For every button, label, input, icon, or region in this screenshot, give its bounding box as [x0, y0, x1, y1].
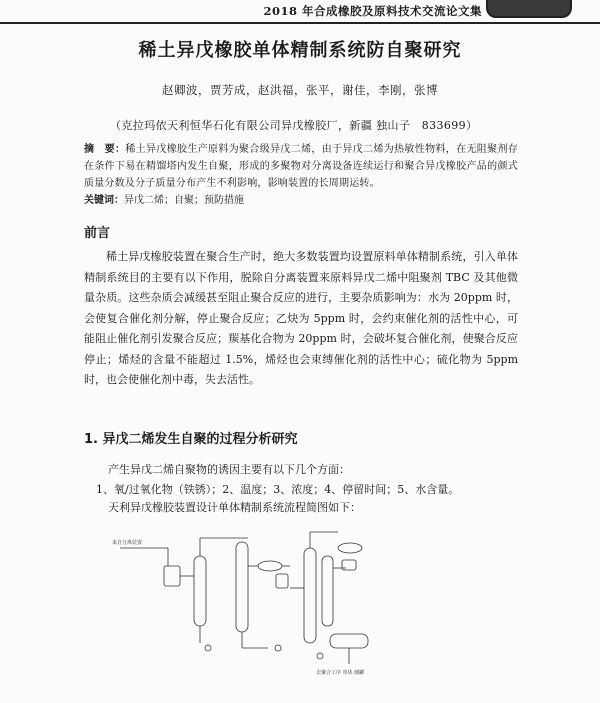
abstract-text: 稀土异戊橡胶生产原料为聚合级异戊二烯，由于异戊二烯为热敏性物料，在无阻聚剂存在条件下易在精馏塔内发生自聚，形成的多聚物对分离设备连续运行和聚合异戊橡胶产品的颜式质量分数及分子质量分布产生不利影响，影响装置的长周期运转。 — [84, 144, 518, 189]
reflux-drum — [338, 543, 362, 570]
keywords-text: 异戊二烯；自聚；预防措施 — [124, 195, 244, 206]
diagram-feed-label: 来自分离装置 — [112, 540, 143, 546]
paper-title: 稀土异戊橡胶单体精制系统防自聚研究 — [138, 40, 462, 61]
section1-line-3: 天利异戊橡胶装置设计单体精制系统流程简图如下： — [108, 501, 361, 514]
keywords-label: 关键词： — [84, 195, 124, 206]
paper-affiliation: （克拉玛依天利恒华石化有限公司异戊橡胶厂，新疆 独山子 833699） — [110, 119, 478, 132]
preface-paragraph: 稀土异戊橡胶装置在聚合生产时，绝大多数装置均设置原料单体精制系统，引入单体精制系统目的主要有以下作用，脱除自分离装置来原料异戊二烯中阻聚剂 TBC 及其他微量杂质。这些杂质会减缓甚至阻止聚合反应的进行，主要杂质影响为：水为 20ppm 时，会使复合催化剂分解，停止聚合反应；乙炔为 5ppm 时，会约束催化剂的活性中心，可能阻止催化剂引发聚合反应；羰基化合物为 20ppm 时，会破坏复合催化剂，使聚合反应停止；烯烃的含量不能超过 1.5%，烯烃也会束缚催化剂的活性中心；硫化物为 5ppm 时，也会使催化剂中毒，失去活性。 — [84, 250, 518, 386]
header-ornament — [486, 0, 572, 18]
keywords — [84, 191, 244, 206]
column-3 — [290, 532, 338, 643]
running-header — [0, 0, 600, 24]
storage-tank — [330, 634, 368, 664]
preface-heading: 前言 — [84, 226, 111, 241]
mixer-vessel — [164, 566, 194, 586]
condenser-1 — [248, 561, 290, 588]
section1-line-2: 1、氧/过氧化物（铁锈）；2、温度；3、浓度；4、停留时间；5、水含量。 — [96, 483, 460, 496]
section1-heading: 1. 异戊二烯发生自聚的过程分析研究 — [84, 432, 298, 447]
column-1 — [194, 538, 248, 643]
column-2 — [236, 542, 268, 648]
pumps — [205, 645, 323, 659]
diagram-product-label: 去聚合工序 单体 储罐 — [316, 670, 365, 676]
abstract-label: 摘 要： — [84, 144, 126, 155]
running-title: 2018 年合成橡胶及原料技术交流论文集 — [263, 4, 482, 18]
paper-authors: 赵卿波，贾芳成，赵洪福，张平，谢佳，李刚，张博 — [162, 83, 438, 97]
feed-line — [120, 548, 168, 566]
abstract — [84, 141, 518, 192]
section1-line-1: 产生异戊二烯自聚物的诱因主要有以下几个方面： — [108, 463, 350, 476]
process-flow-diagram — [108, 508, 408, 688]
